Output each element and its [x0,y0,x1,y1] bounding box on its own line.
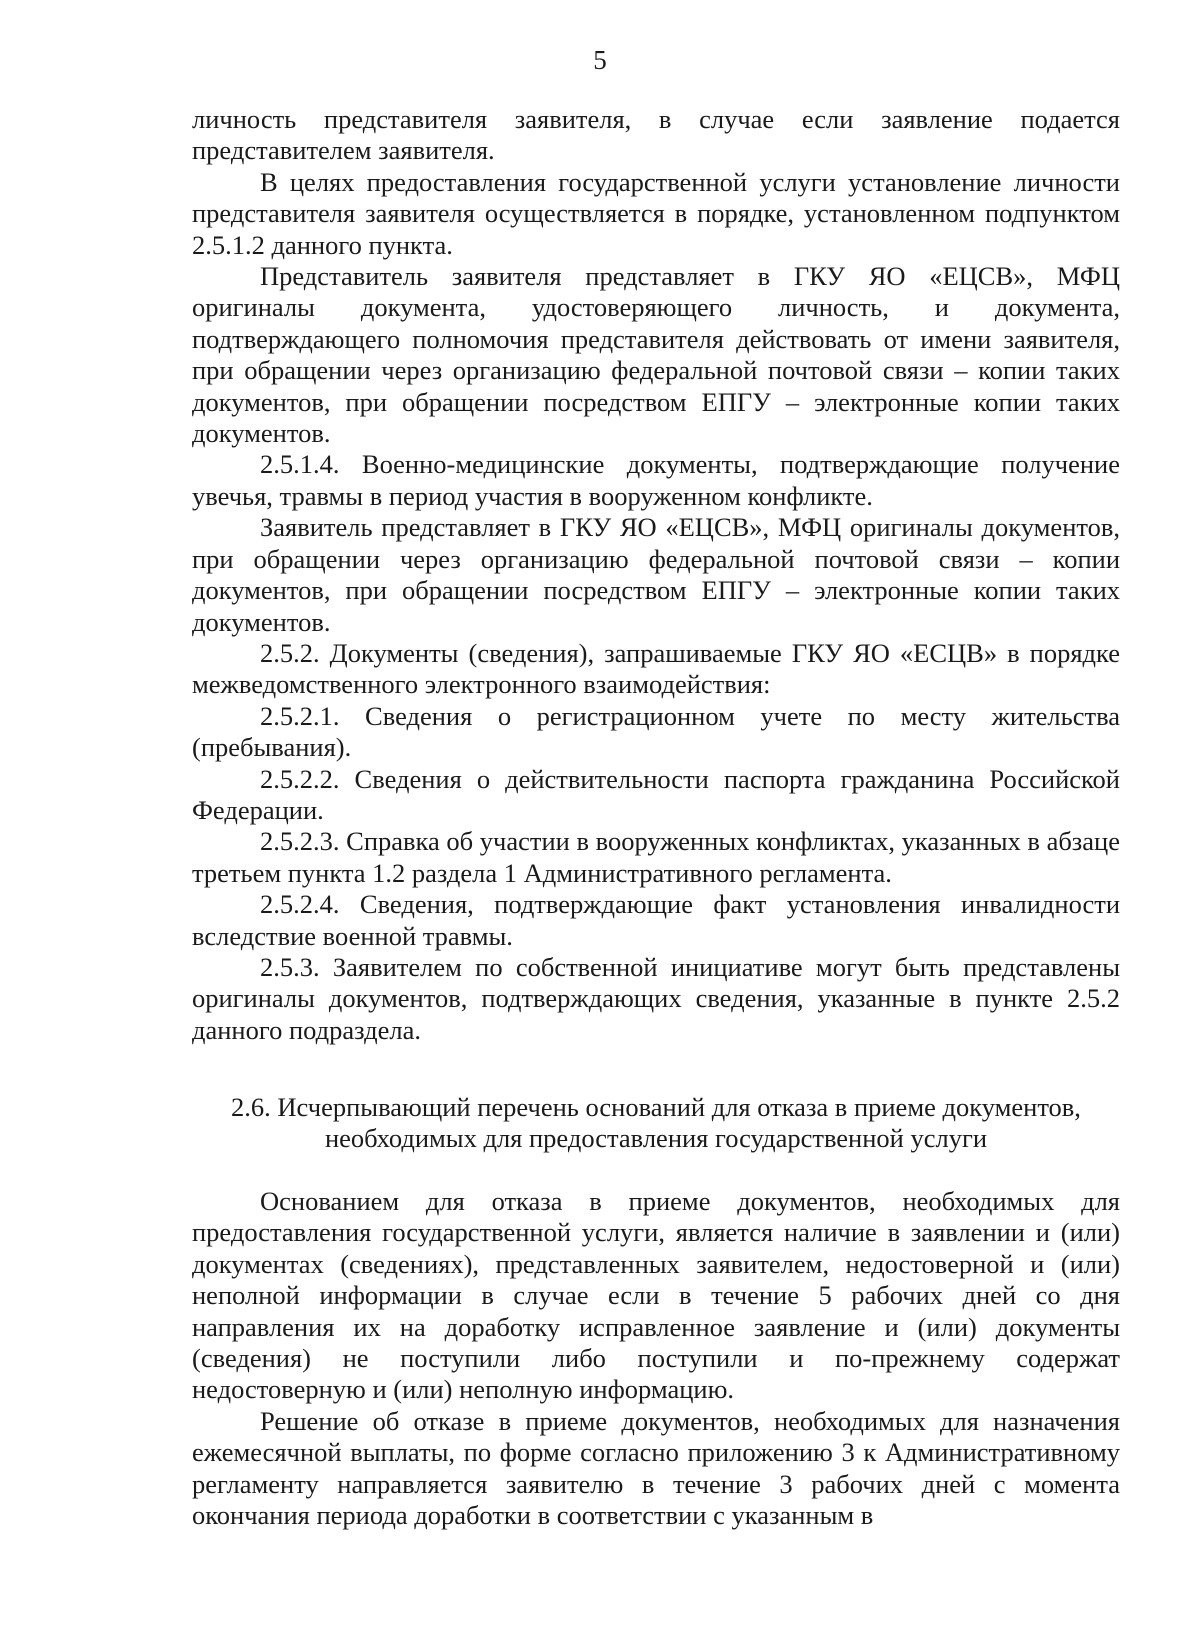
paragraph: 2.5.1.4. Военно-медицинские документы, подтверждающие получение увечья, травмы в период участия в вооруженном конфликте. [192,449,1120,511]
paragraph: Решение об отказе в приеме документов, необходимых для назначения ежемесячной выплаты, по форме согласно приложению 3 к Административному регламенту направляется заявителю в течение 3 рабочих дней с момента окончания периода доработки в соответствии с указанным в [192,1405,1120,1531]
paragraph: личность представителя заявителя, в случае если заявление подается представителем заявителя. [192,104,1120,166]
paragraph: 2.5.2.4. Сведения, подтверждающие факт установления инвалидности вследствие военной травмы. [192,889,1120,951]
paragraph: Представитель заявителя представляет в ГКУ ЯО «ЕЦСВ», МФЦ оригиналы документа, удостоверяющего личность, и документа, подтверждающего полномочия представителя действовать от имени заявителя, при обращении через организацию федеральной почтовой связи – копии таких документов, при обращении посредством ЕПГУ – электронные копии таких документов. [192,261,1120,449]
paragraph: В целях предоставления государственной услуги установление личности представителя заявителя осуществляется в порядке, установленном подпунктом 2.5.1.2 данного пункта. [192,166,1120,260]
body-text-bottom [192,1186,1120,1531]
section-heading [192,1092,1120,1155]
paragraph: 2.5.2. Документы (сведения), запрашиваемые ГКУ ЯО «ЕСЦВ» в порядке межведомственного электронного взаимодействия: [192,637,1120,700]
body-text-top [192,104,1120,1046]
page-number: 5 [593,45,607,75]
section-heading-line: необходимых для предоставления государственной услуги [324,1123,988,1154]
paragraph: Основанием для отказа в приеме документов, необходимых для предоставления государственной услуги, является наличие в заявлении и (или) документах (сведениях), представленных заявителем, недостоверной и (или) неполной информации в случае если в течение 5 рабочих дней со дня направления их на доработку исправленное заявление и (или) документы (сведения) не поступили либо поступили и по-прежнему содержат недостоверную и (или) неполную информацию. [192,1186,1120,1405]
paragraph: 2.5.3. Заявителем по собственной инициативе могут быть представлены оригиналы документов, подтверждающих сведения, указанные в пункте 2.5.2 данного подраздела. [192,951,1120,1045]
paragraph: 2.5.2.3. Справка об участии в вооруженных конфликтах, указанных в абзаце третьем пункта 1.2 раздела 1 Административного регламента. [192,826,1120,888]
paragraph: 2.5.2.1. Сведения о регистрационном учете по месту жительства (пребывания). [192,700,1120,763]
section-heading-line: 2.6. Исчерпывающий перечень оснований для отказа в приеме документов, [231,1092,1081,1122]
paragraph: 2.5.2.2. Сведения о действительности паспорта гражданина Российской Федерации. [192,763,1120,825]
paragraph: Заявитель представляет в ГКУ ЯО «ЕЦСВ», МФЦ оригиналы документов, при обращении через организацию федеральной почтовой связи – копии документов, при обращении посредством ЕПГУ – электронные копии таких документов. [192,512,1120,637]
